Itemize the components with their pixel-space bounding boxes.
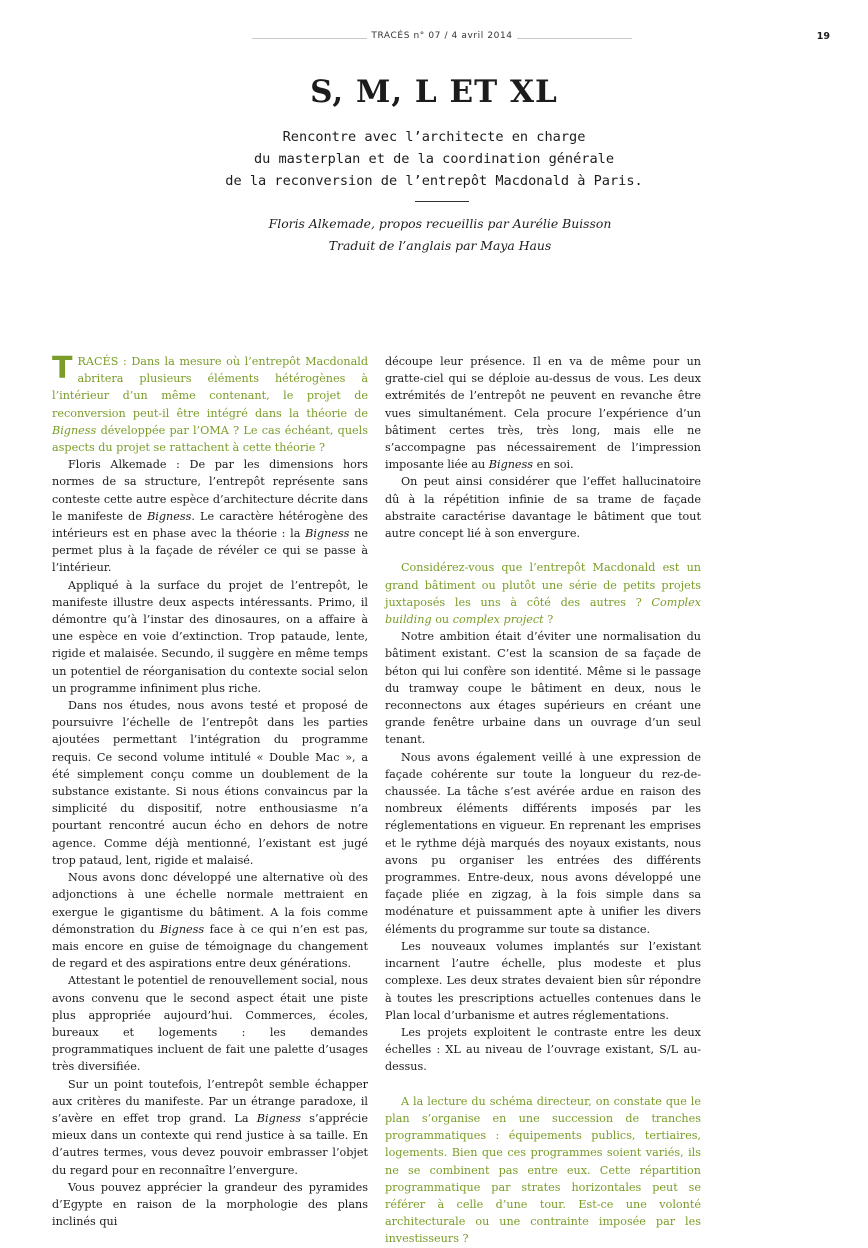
article-subtitle	[150, 126, 718, 192]
left-column	[52, 353, 368, 1230]
subtitle-line: Rencontre avec l’architecte en charge	[282, 129, 586, 145]
subtitle-line: de la reconversion de l’entrepôt Macdonald à Paris.	[225, 173, 643, 189]
paragraph: Sur un point toutefois, l’entrepôt semble échapper aux critères du manifeste. Par un étrange paradoxe, il s’avère en effet trop grand. La Bigness s’apprécie mieux dans un contexte qui rend justice à sa taille. En d’autres termes, vous devez pouvoir embrasser l’objet du regard pour en reconnaître l’envergure.	[52, 1077, 369, 1177]
paragraph: Les projets exploitent le contraste entre les deux échelles : XL au niveau de l’ouvrage existant, S/L au-dessus.	[385, 1025, 701, 1074]
section-gap	[385, 1076, 701, 1093]
paragraph: Notre ambition était d’éviter une normalisation du bâtiment existant. C’est la scansion de sa façade de béton qui lui confère son identité. Même si le passage du tramway coupe le bâtiment en deux, nous le reconnectons aux étages supérieurs en créant une grande fenêtre urbaine dans un ouvrage d’un seul tenant.	[385, 630, 701, 747]
translator-credit: Traduit de l’anglais par Maya Haus	[328, 238, 552, 253]
paragraph: On peut ainsi considérer que l’effet hallucinatoire dû à la répétition infinie de sa trame de façade abstraite caractérise davantage le bâtiment que tout autre concept lié à son envergure.	[385, 475, 701, 541]
paragraph: Vous pouvez apprécier la grandeur des pyramides d’Egypte en raison de la morphologie des plans inclinés qui	[52, 1180, 368, 1229]
question-3: A la lecture du schéma directeur, on constate que le plan s’organise en une succession de tranches programmatiques : équipements publics, tertiaires, logements. Bien que ces programmes soient variés, ils ne se combinent pas entre eux. Cette répartition programmatique par strates horizontales peut se référer à celle d’une tour. Est-ce une volonté architecturale ou une contrainte imposée par les investisseurs ?	[385, 1094, 701, 1246]
right-column	[385, 353, 701, 1248]
byline	[150, 213, 730, 257]
author-credit: Floris Alkemade, propos recueillis par Aurélie Buisson	[268, 216, 612, 231]
paragraph: Floris Alkemade : De par les dimensions hors normes de sa structure, l’entrepôt représente sans conteste cette autre espèce d’architecture décrite dans le manifeste de Bigness. Le caractère hétérogène des intérieurs est en phase avec la théorie : la Bigness ne permet plus à la façade de révéler ce qui se passe à l’intérieur.	[52, 458, 368, 575]
paragraph: Nous avons donc développé une alternative où des adjonctions à une échelle normale mettraient en exergue le gigantisme du bâtiment. A la fois comme démonstration du Bigness face à ce qui n’en est pas, mais encore en guise de témoignage du changement de regard et des aspirations entre deux générations.	[52, 871, 368, 971]
paragraph: Appliqué à la surface du projet de l’entrepôt, le manifeste illustre deux aspects intéressants. Primo, il démontre qu’à l’instar des dinosaures, on a affaire à une espèce en voie d’extinction. Trop pataude, lente, rigide et malaisée. Secundo, il suggère en même temps un potentiel de réorganisation du contexte social selon un programme infiniment plus riche.	[52, 578, 368, 695]
paragraph: découpe leur présence. Il en va de même pour un gratte-ciel qui se déploie au-dessus de vous. Les deux extrémités de l’entrepôt ne peuvent en revanche être vues simultanément. Cela procure l’expérience d’un bâtiment certes très, très long, mais elle ne s’accompagne pas nécessairement de l’impression imposante liée au Bigness en soi.	[385, 355, 701, 472]
subtitle-divider	[415, 201, 469, 202]
drop-cap: T	[52, 351, 73, 386]
page-number: 19	[816, 31, 830, 42]
running-head-text: TRACÉS n° 07 / 4 avril 2014	[371, 31, 513, 41]
subtitle-line: du masterplan et de la coordination générale	[253, 151, 615, 167]
question-1: TRACÉS : Dans la mesure où l’entrepôt Macdonald abritera plusieurs éléments hétérogènes à l’intérieur d’un même contenant, le projet de reconversion peut-il être intégré dans la théorie de Bigness développée par l’OMA ? Le cas échéant, quels aspects du projet se rattachent à cette théorie ?	[52, 351, 368, 455]
paragraph: Nous avons également veillé à une expression de façade cohérente sur toute la longueur du rez-de-chaussée. La tâche s’est avérée ardue en raison des nombreux éléments différents imposés par les réglementations en vigueur. En reprenant les emprises et le rythme déjà marqués des noyaux existants, nous avons pu organiser les entrées des différents programmes. Entre-deux, nous avons développé une façade pliée en zigzag, à la fois simple dans sa modénature et puissamment apte à unifier les divers éléments du programme sur toute sa distance.	[385, 750, 701, 936]
paragraph: Attestant le potentiel de renouvellement social, nous avons convenu que le second aspect était une piste plus appropriée aujourd’hui. Commerces, écoles, bureaux et logements : les demandes programmatiques incluent de fait une palette d’usages très diversifiée.	[52, 974, 368, 1074]
running-header	[252, 28, 632, 48]
article-title: S, M, L ET XL	[310, 74, 558, 110]
paragraph: Dans nos études, nous avons testé et proposé de poursuivre l’échelle de l’entrepôt dans les parties ajoutées permettant l’intégration du programme requis. Ce second volume intitulé « Double Mac », a été simplement conçu comme un doublement de la substance existante. Si nous étions convaincus par la simplicité du dispositif, notre enthousiasme n’a pourtant rencontré aucun écho en dehors de notre agence. Comme déjà mentionné, l’existant est jugé trop pataud, lent, rigide et malaisé.	[52, 699, 368, 867]
header-rule-right	[517, 38, 632, 39]
question-2: Considérez-vous que l’entrepôt Macdonald est un grand bâtiment ou plutôt une série de petits projets juxtaposés les uns à côté des autres ? Complex building ou complex project ?	[385, 561, 701, 627]
section-gap	[385, 542, 701, 559]
paragraph: Les nouveaux volumes implantés sur l’existant incarnent l’autre échelle, plus modeste et plus complexe. Les deux strates devaient bien sûr répondre à toutes les prescriptions actuelles contenues dans le Plan local d’urbanisme et autres réglementations.	[385, 939, 701, 1022]
